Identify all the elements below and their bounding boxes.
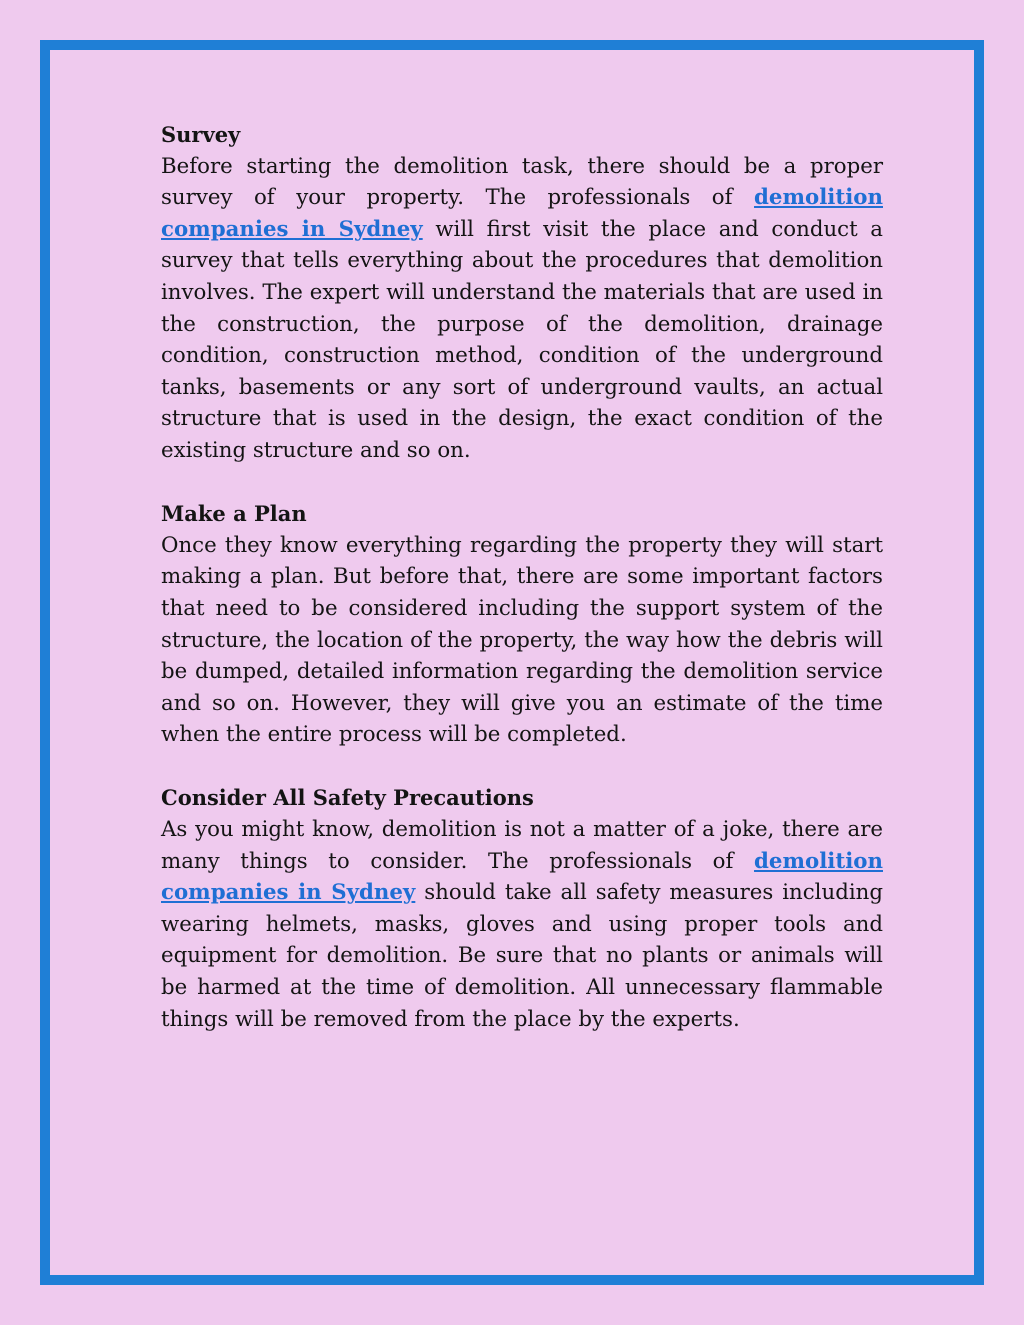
section-paragraph xyxy=(161,530,883,751)
section-safety-precautions xyxy=(161,782,883,1035)
paragraph-text: will first visit the place and conduct a survey that tells everything about the procedures that demolition involves. The expert will understand the materials that are used in the construction, the purpose of the demolition, drainage condition, construction method, condition of the underground tanks, basements or any sort of underground vaults, an actual structure that is used in the design, the exact condition of the existing structure and so on. xyxy=(161,216,883,463)
demolition-companies-link[interactable]: demolition companies in Sydney xyxy=(161,848,883,906)
document-body xyxy=(161,119,883,1067)
demolition-companies-link[interactable]: demolition companies in Sydney xyxy=(161,185,883,242)
paragraph-text: should take all safety measures including wearing helmets, masks, gloves and using proper tools and equipment for demolition. Be sure that no plants or animals will be harmed at the time of demolition. All unnecessary flammable things will be removed from the place by the experts. xyxy=(161,880,883,1032)
section-paragraph xyxy=(161,151,883,467)
section-make-a-plan xyxy=(161,498,883,751)
paragraph-text: Once they know everything regarding the property they will start making a plan. But before that, there are some important factors that need to be considered including the support system of the structure, the location of the property, the way how the debris will be dumped, detailed information regarding the demolition service and so on. However, they will give you an estimate of the time when the entire process will be completed. xyxy=(161,532,883,748)
section-paragraph xyxy=(161,814,883,1035)
section-survey xyxy=(161,119,883,467)
page-frame xyxy=(40,40,984,1285)
section-heading: Survey xyxy=(161,122,241,147)
section-heading: Make a Plan xyxy=(161,501,307,527)
section-heading: Consider All Safety Precautions xyxy=(161,785,534,811)
paragraph-text: Before starting the demolition task, there should be a proper survey of your property. The professionals of xyxy=(161,153,883,211)
paragraph-text: As you might know, demolition is not a matter of a joke, there are many things to consider. The professionals of xyxy=(161,817,883,874)
